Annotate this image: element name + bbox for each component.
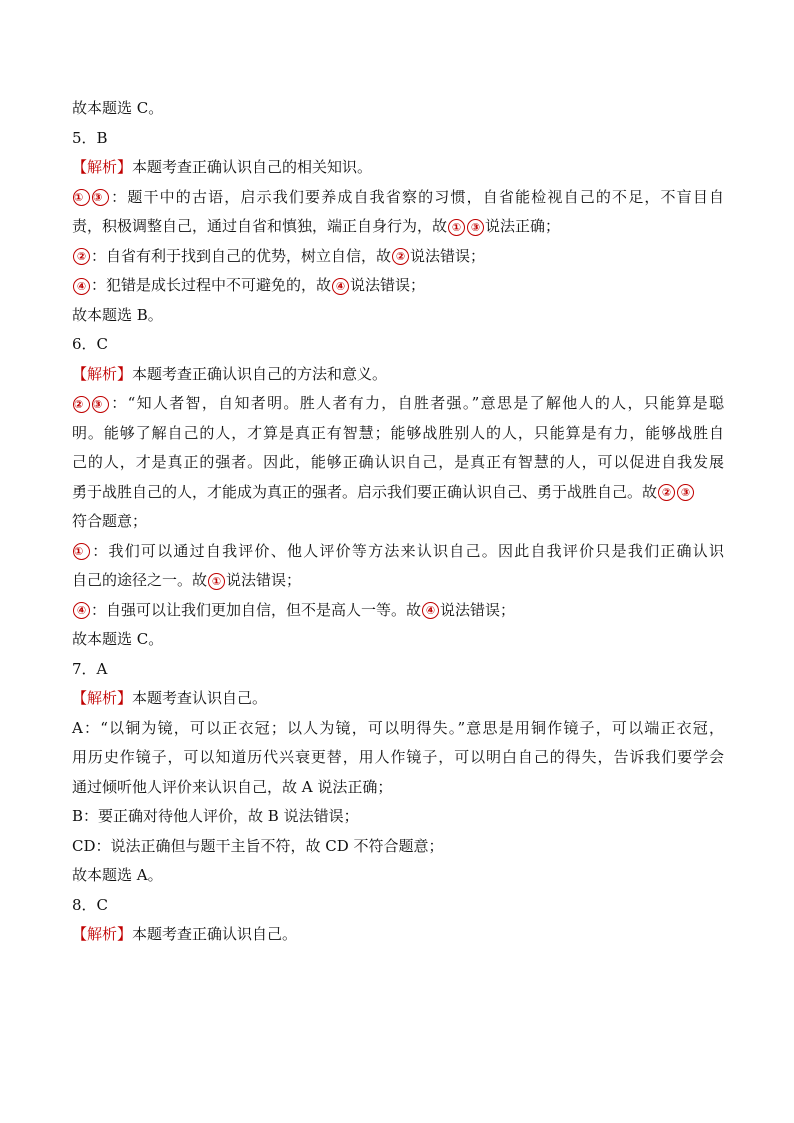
explanation-line xyxy=(72,183,724,213)
circled-number: ④ xyxy=(422,602,439,619)
analysis-bracket: 【解析】 xyxy=(72,925,133,943)
explanation-text: ：题干中的古语，启示我们要养成自我省察的习惯，自省能检视自己的不足，不盲目自 xyxy=(110,187,724,206)
explanation-text: 说法错误； xyxy=(440,600,516,619)
explanation-line: 明。能够了解自己的人，才算是真正有智慧；能够战胜别人的人，只能算是有力，能够战胜自 xyxy=(72,423,724,442)
circled-number: ③ xyxy=(677,484,694,501)
circled-number: ② xyxy=(658,484,675,501)
explanation-line: B：要正确对待他人评价，故 B 说法错误； xyxy=(72,807,359,825)
explanation-text: ：自省有利于找到自己的优势，树立自信，故 xyxy=(91,246,392,265)
explanation-line: 符合题意； xyxy=(72,512,148,530)
explanation-text: ：我们可以通过自我评价、他人评价等方法来认识自己。因此自我评价只是我们正确认识 xyxy=(91,541,724,560)
circled-number: ③ xyxy=(92,189,109,206)
analysis-line xyxy=(72,153,724,183)
analysis-line xyxy=(72,360,724,390)
explanation-line: 用历史作镜子，可以知道历代兴衰更替，用人作镜子，可以明白自己的得失，告诉我们要学会 xyxy=(72,748,724,766)
explanation-line xyxy=(72,271,724,301)
question-7-answer: 7．A xyxy=(72,659,108,678)
answer-conclusion: 故本题选 C。 xyxy=(72,630,164,648)
explanation-text: ：自强可以让我们更加自信，但不是高人一等。故 xyxy=(91,600,422,619)
analysis-text: 本题考查正确认识自己的方法和意义。 xyxy=(132,364,388,383)
circled-number: ③ xyxy=(467,219,484,236)
analysis-bracket: 【解析】 xyxy=(72,364,133,383)
circled-number: ① xyxy=(448,219,465,236)
question-8-answer: 8．C xyxy=(72,895,109,914)
explanation-line: A：“以铜为镜，可以正衣冠；以人为镜，可以明得失。”意思是用铜作镜子，可以端正衣冠， xyxy=(72,718,724,737)
circled-number: ④ xyxy=(73,602,90,619)
circled-number: ④ xyxy=(332,278,349,295)
analysis-bracket: 【解析】 xyxy=(72,689,133,707)
explanation-line xyxy=(72,596,724,626)
explanation-text: 自己的途径之一。故 xyxy=(72,571,208,589)
analysis-line xyxy=(72,684,724,714)
explanation-text: 勇于战胜自己的人，才能成为真正的强者。启示我们要正确认识自己、勇于战胜自己。故 xyxy=(72,482,658,501)
explanation-line: CD：说法正确但与题干主旨不符，故 CD 不符合题意； xyxy=(72,836,444,855)
analysis-text: 本题考查正确认识自己的相关知识。 xyxy=(132,158,373,176)
explanation-text: ：“知人者智，自知者明。胜人者有力，自胜者强。”意思是了解他人的人，只能算是聪 xyxy=(110,394,724,412)
circled-number: ④ xyxy=(73,278,90,295)
circled-number: ③ xyxy=(92,396,109,413)
explanation-line xyxy=(72,537,724,567)
explanation-line xyxy=(72,389,724,419)
explanation-line xyxy=(72,212,724,242)
explanation-line xyxy=(72,566,724,596)
explanation-line xyxy=(72,478,724,508)
explanation-line: 己的人，才是真正的强者。因此，能够正确认识自己，是真正有智慧的人，可以促进自我发展 xyxy=(72,453,724,471)
answer-conclusion: 故本题选 B。 xyxy=(72,305,163,324)
explanation-text: 说法错误； xyxy=(226,571,302,589)
explanation-text: 说法错误； xyxy=(350,276,426,294)
analysis-text: 本题考查认识自己。 xyxy=(132,689,268,707)
circled-number: ② xyxy=(73,248,90,265)
answer-conclusion: 故本题选 A。 xyxy=(72,866,163,884)
explanation-line: 通过倾听他人评价来认识自己，故 A 说法正确； xyxy=(72,777,393,796)
analysis-text: 本题考查正确认识自己。 xyxy=(132,925,298,943)
question-5-answer: 5．B xyxy=(72,128,108,147)
explanation-text: 责，积极调整自己，通过自省和慎独，端正自身行为，故 xyxy=(72,217,448,235)
circled-number: ① xyxy=(73,543,90,560)
question-6-answer: 6．C xyxy=(72,335,109,353)
answer-conclusion: 故本题选 C。 xyxy=(72,99,164,117)
answer-explanations xyxy=(72,94,724,950)
analysis-line xyxy=(72,920,724,950)
explanation-text: 说法错误； xyxy=(410,246,486,265)
explanation-line xyxy=(72,242,724,272)
circled-number: ① xyxy=(208,573,225,590)
explanation-text: ：犯错是成长过程中不可避免的，故 xyxy=(91,276,332,294)
circled-number: ② xyxy=(392,248,409,265)
circled-number: ① xyxy=(73,189,90,206)
circled-number: ② xyxy=(73,396,90,413)
analysis-bracket: 【解析】 xyxy=(72,158,133,176)
explanation-text: 说法正确； xyxy=(485,217,561,235)
